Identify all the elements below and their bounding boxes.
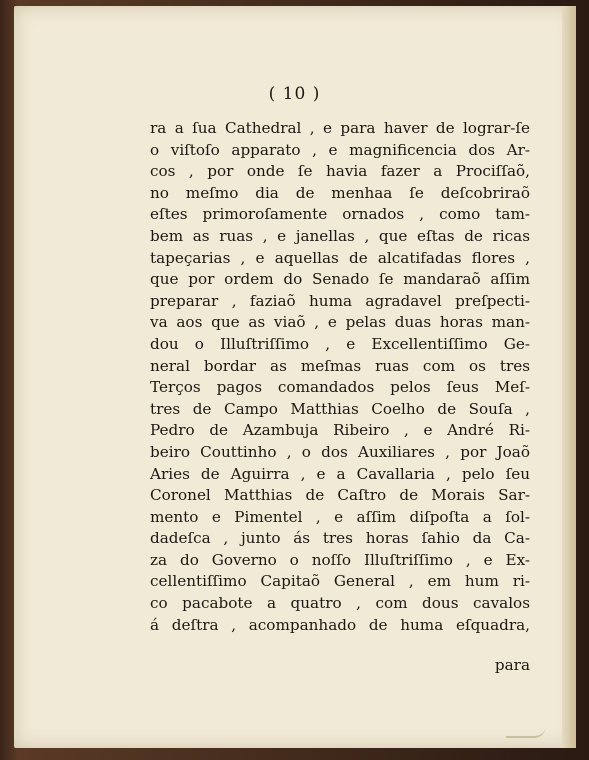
paper-stain <box>506 726 546 738</box>
text-line: cos , por onde ſe havia fazer a Prociſſaõ, <box>150 162 530 181</box>
text-line: tres de Campo Matthias Coelho de Souſa , <box>150 399 530 418</box>
page-number: ( 10 ) <box>268 84 321 104</box>
text-line: Aries de Aguirra , e a Cavallaria , pelo ſeu <box>150 464 530 483</box>
text-line: eſtes primoroſamente ornados , como tam- <box>150 205 530 224</box>
catchword: para <box>494 656 530 674</box>
text-line: no meſmo dia de menhaa ſe deſcobriraõ <box>150 183 530 202</box>
text-line: dadeſca , junto ás tres horas ſahio da Ca- <box>150 529 530 548</box>
page-edge <box>562 6 576 748</box>
text-line: beiro Couttinho , o dos Auxiliares , por Joaõ <box>150 442 530 461</box>
text-line: za do Governo o noſſo Illuſtriſſimo , e Ex- <box>150 550 530 569</box>
text-line: tapeçarias , e aquellas de alcatifadas flores , <box>150 248 530 267</box>
text-line: co pacabote a quatro , com dous cavalos <box>150 594 530 613</box>
body-text <box>150 118 530 636</box>
text-line: va aos que as viaõ , e pelas duas horas man- <box>150 313 530 332</box>
text-line: mento e Pimentel , e aſſim diſpoſta a ſol- <box>150 507 530 526</box>
text-line: bem as ruas , e janellas , que eſtas de ricas <box>150 226 530 245</box>
text-line: dou o Illuſtriſſimo , e Excellentiſſimo Ge- <box>150 334 530 353</box>
text-line: neral bordar as meſmas ruas com os tres <box>150 356 530 375</box>
text-line: á deſtra , acompanhado de huma eſquadra, <box>150 615 530 634</box>
text-line: preparar , faziaõ huma agradavel preſpecti- <box>150 291 530 310</box>
text-line: cellentiſſimo Capitaõ General , em hum ri- <box>150 572 530 591</box>
text-line: ra a ſua Cathedral , e para haver de lograr-ſe <box>150 119 530 137</box>
text-line: o viſtoſo apparato , e magnificencia dos Ar- <box>150 140 530 159</box>
text-line: Coronel Matthias de Caſtro de Morais Sar- <box>150 486 530 505</box>
text-line: que por ordem do Senado ſe mandaraõ aſſim <box>150 270 530 289</box>
text-line: Pedro de Azambuja Ribeiro , e André Ri- <box>150 421 530 440</box>
text-line: Terços pagos comandados pelos ſeus Meſ- <box>150 378 530 397</box>
